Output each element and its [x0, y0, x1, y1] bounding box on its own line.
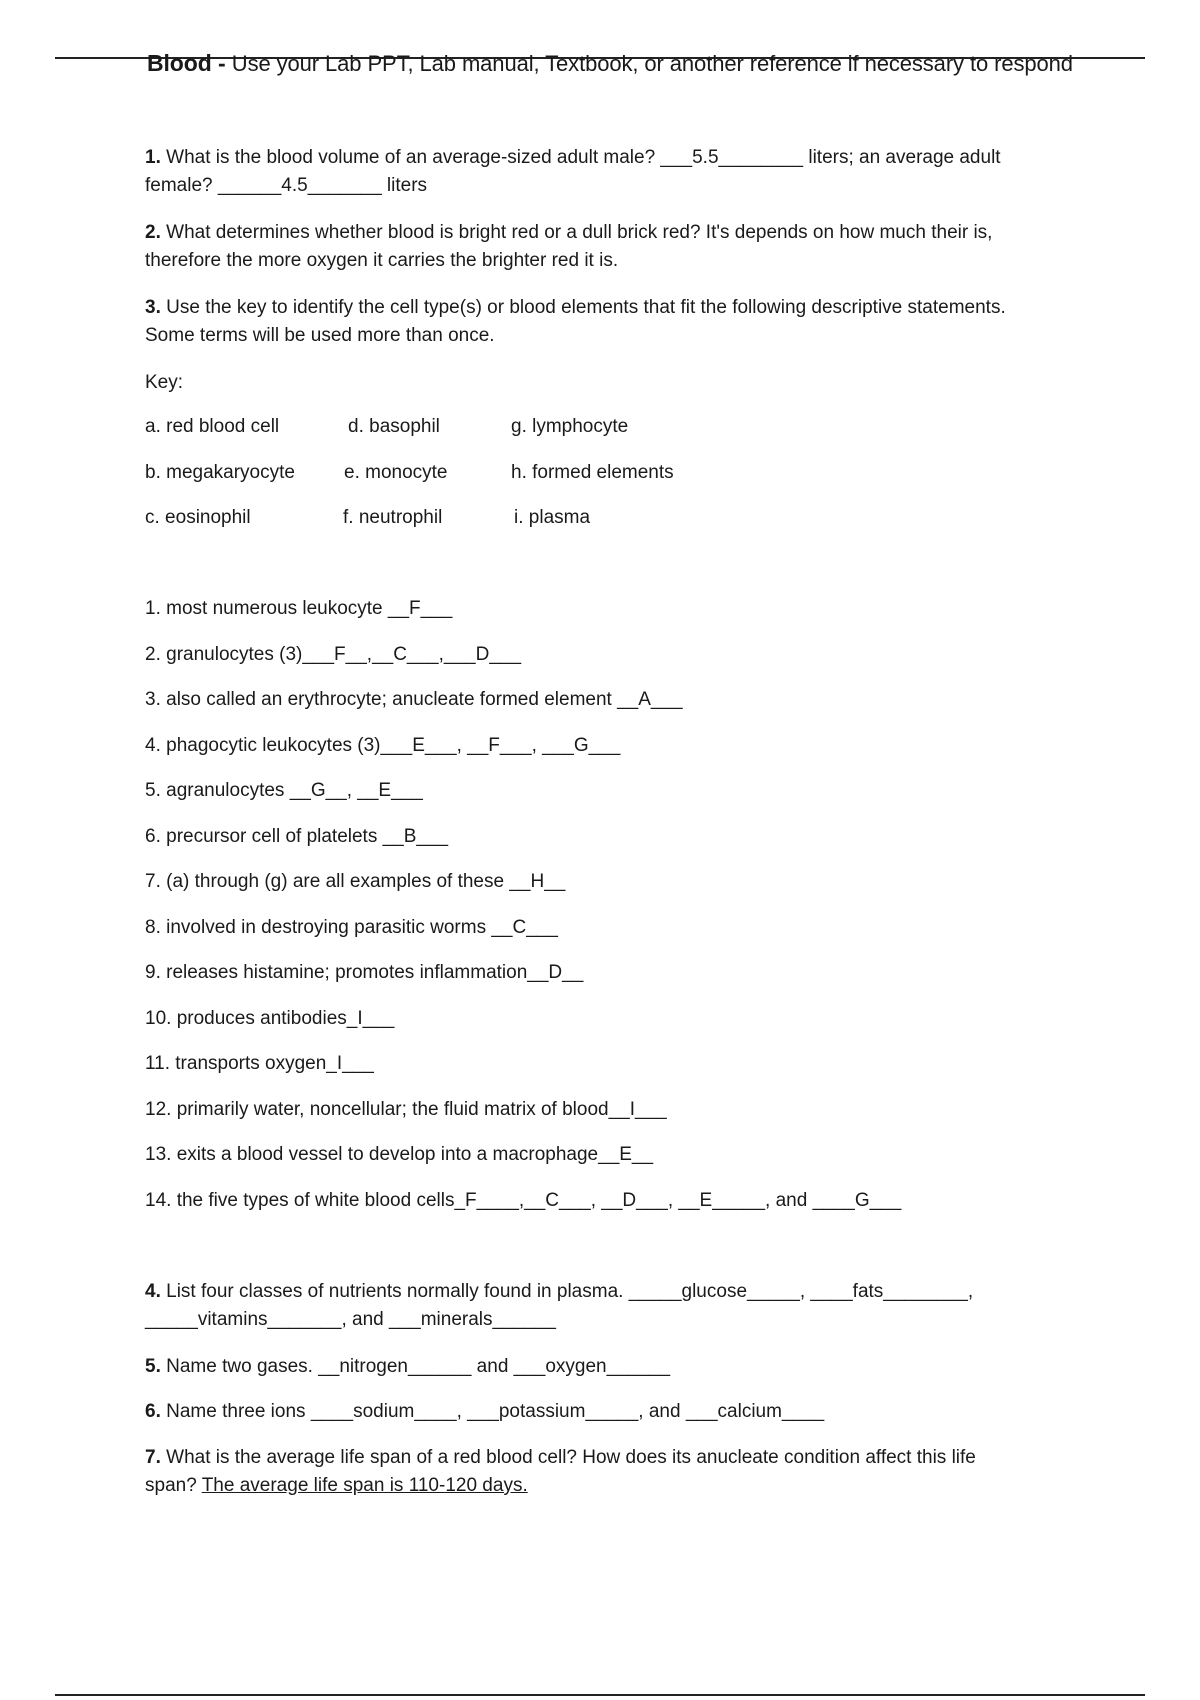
list-item: 10. produces antibodies_I___ — [145, 1008, 395, 1029]
list-item: 7. (a) through (g) are all examples of these __H__ — [145, 871, 566, 892]
q1-num: 1. — [145, 147, 161, 168]
list-item: 14. the five types of white blood cells_F____,__C___, __D___, __E_____, and ____G___ — [145, 1190, 902, 1211]
q3-line2: Some terms will be used more than once. — [145, 325, 495, 346]
q2-num: 2. — [145, 222, 161, 243]
q7-answer: The average life span is 110-120 days. — [201, 1475, 528, 1496]
list-item: 6. precursor cell of platelets __B___ — [145, 826, 449, 847]
list-item: 5. agranulocytes __G__, __E___ — [145, 780, 423, 801]
q4-line2: _____vitamins_______, and ___minerals______ — [145, 1309, 556, 1330]
bottom-rule — [55, 1694, 1145, 1696]
q3-num: 3. — [145, 297, 161, 318]
q1-line2: female? ______4.5_______ liters — [145, 175, 428, 196]
q7-line1: 7. What is the average life span of a red blood cell? How does its anucleate condition affect this life — [145, 1447, 976, 1468]
q7-line2: span? The average life span is 110-120 days. — [145, 1475, 528, 1496]
list-item: 3. also called an erythrocyte; anucleate formed element __A___ — [145, 689, 683, 710]
key-item-d: d. basophil — [348, 416, 440, 437]
q2-line2: therefore the more oxygen it carries the brighter red it is. — [145, 250, 619, 271]
list-item: 8. involved in destroying parasitic worms __C___ — [145, 917, 558, 938]
q5-line1: 5. Name two gases. __nitrogen______ and ___oxygen______ — [145, 1356, 671, 1377]
list-item: 2. granulocytes (3)___F__,__C___,___D___ — [145, 644, 522, 665]
key-item-e: e. monocyte — [344, 462, 448, 483]
key-item-g: g. lymphocyte — [511, 416, 629, 437]
key-item-c: c. eosinophil — [145, 507, 251, 528]
key-item-a: a. red blood cell — [145, 416, 280, 437]
key-item-b: b. megakaryocyte — [145, 462, 295, 483]
list-item: 13. exits a blood vessel to develop into a macrophage__E__ — [145, 1144, 654, 1165]
q4-line1: 4. List four classes of nutrients normally found in plasma. _____glucose_____, ____fats________, — [145, 1281, 974, 1302]
list-item: 1. most numerous leukocyte __F___ — [145, 598, 453, 619]
key-item-f: f. neutrophil — [343, 507, 443, 528]
list-item: 9. releases histamine; promotes inflammation__D__ — [145, 962, 584, 983]
q3-line1: 3. Use the key to identify the cell type(s) or blood elements that fit the following descriptive statements. — [145, 297, 1006, 318]
key-item-i: i. plasma — [514, 507, 591, 528]
page-header — [147, 50, 1073, 77]
q4-num: 4. — [145, 1281, 161, 1302]
header-title: Blood - — [147, 50, 232, 76]
q6-num: 6. — [145, 1401, 161, 1422]
q1-line1: 1. What is the blood volume of an average-sized adult male? ___5.5________ liters; an average adult — [145, 147, 1001, 168]
list-item: 12. primarily water, noncellular; the fluid matrix of blood__I___ — [145, 1099, 667, 1120]
list-item: 4. phagocytic leukocytes (3)___E___, __F___, ___G___ — [145, 735, 621, 756]
key-item-h: h. formed elements — [511, 462, 674, 483]
q2-line1: 2. What determines whether blood is bright red or a dull brick red? It's depends on how much their is, — [145, 222, 993, 243]
q6-line1: 6. Name three ions ____sodium____, ___potassium_____, and ___calcium____ — [145, 1401, 825, 1422]
q7-num: 7. — [145, 1447, 161, 1468]
list-item: 11. transports oxygen_I___ — [145, 1053, 374, 1074]
q5-num: 5. — [145, 1356, 161, 1377]
header-instruction: Use your Lab PPT, Lab manual, Textbook, or another reference if necessary to respond — [231, 51, 1073, 76]
key-label: Key: — [145, 372, 184, 393]
